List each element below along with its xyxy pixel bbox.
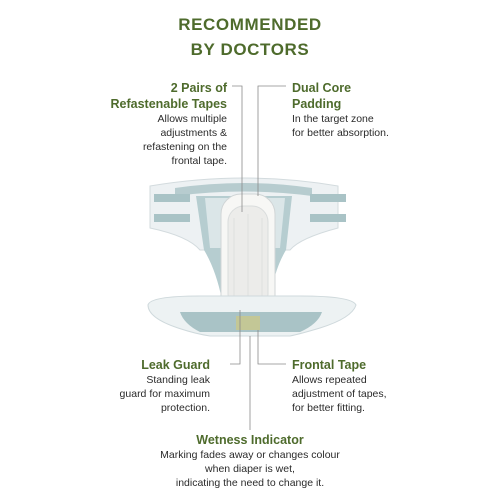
diaper-front-panel — [148, 296, 356, 336]
feature-heading: Frontal Tape — [292, 358, 367, 372]
feature-heading: Leak Guard — [141, 358, 210, 372]
feature-heading: 2 Pairs of Refastenable Tapes — [110, 81, 227, 111]
title-line-2: BY DOCTORS — [190, 40, 310, 59]
feature-heading: Dual Core Padding — [292, 81, 352, 111]
feature-description: Allows multiple adjustments & refastening on the frontal tape. — [142, 113, 227, 167]
feature-description: Marking fades away or changes colour when diaper is wet, indicating the need to change it. — [160, 449, 340, 489]
feature-heading: Wetness Indicator — [196, 433, 304, 447]
feature-dual-core-padding — [292, 80, 472, 140]
feature-description: In the target zone for better absorption. — [292, 113, 389, 139]
feature-refastenable-tapes — [47, 80, 227, 168]
title-line-1: RECOMMENDED — [178, 15, 322, 34]
feature-leak-guard — [60, 357, 210, 415]
feature-description: Allows repeated adjustment of tapes, for better fitting. — [292, 374, 387, 414]
feature-wetness-indicator — [100, 432, 400, 490]
feature-frontal-tape — [292, 357, 462, 415]
feature-description: Standing leak guard for maximum protection. — [119, 374, 210, 414]
